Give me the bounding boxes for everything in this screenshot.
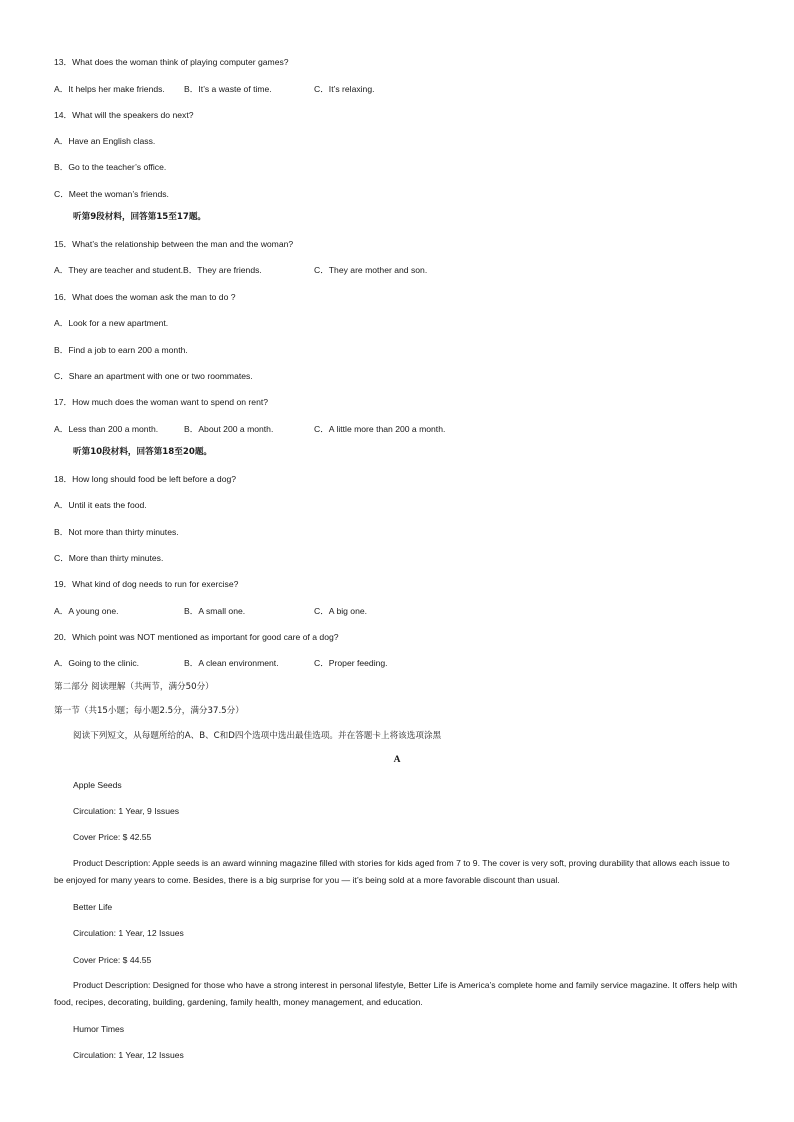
q18-option-a: A．Until it eats the food. [54,500,147,510]
q18-option-b: B．Not more than thirty minutes. [54,527,179,537]
q14-option-c: C．Meet the woman’s friends. [54,189,169,199]
question-18: 18．How long should food be left before a dog? [54,474,237,484]
magazine-price: Cover Price: $ 44.55 [73,955,152,965]
q13-option-c: C．It’s relaxing. [314,84,375,94]
section-one-heading: 第一节（共15小题；每小题2.5分，满分37.5分） [54,706,244,716]
q15-option-c: C．They are mother and son. [314,265,428,275]
q18-option-c: C．More than thirty minutes. [54,553,164,563]
q17-option-b: B．About 200 a month. [184,424,274,434]
q13-option-b: B．It’s a waste of time. [184,84,272,94]
q20-option-c: C．Proper feeding. [314,658,388,668]
magazine-description [54,977,740,1011]
magazine-description [54,855,740,889]
reading-instruction: 阅读下列短文，从每题所给的A、B、C和D四个选项中选出最佳选项。并在答题卡上将该选项涂黑 [73,731,442,741]
section-10-heading: 听第10段材料，回答第18至20题。 [73,447,213,457]
q19-option-c: C．A big one. [314,606,368,616]
q19-option-b: B．A small one. [184,606,246,616]
q19-option-a: A．A young one. [54,606,119,616]
section-9-heading: 听第9段材料，回答第15至17题。 [73,212,207,222]
question-17: 17．How much does the woman want to spend on rent? [54,397,269,407]
magazine-circulation: Circulation: 1 Year, 9 Issues [73,806,180,816]
q14-option-b: B．Go to the teacher’s office. [54,162,167,172]
question-20: 20．Which point was NOT mentioned as important for good care of a dog? [54,632,339,642]
magazine-circulation: Circulation: 1 Year, 12 Issues [73,1050,184,1060]
magazine-title: Humor Times [73,1024,125,1034]
part-two-heading: 第二部分 阅读理解（共两节，满分50分） [54,682,214,692]
question-15: 15．What’s the relationship between the man and the woman? [54,239,294,249]
q15-options-ab: A．They are teacher and student.B．They are friends. [54,265,262,275]
q17-option-a: A．Less than 200 a month. [54,424,159,434]
magazine-description-text: Product Description: Designed for those who have a strong interest in personal lifestyle, Better Life is America’s complete home and family service magazine. It offers help with food, recipes, decorating, building, gardening, family health, money management, and education. [54,980,738,1007]
q16-option-b: B．Find a job to earn 200 a month. [54,345,188,355]
q13-option-a: A．It helps her make friends. [54,84,165,94]
magazine-circulation: Circulation: 1 Year, 12 Issues [73,928,184,938]
magazine-title: Better Life [73,902,113,912]
magazine-price: Cover Price: $ 42.55 [73,832,152,842]
passage-label: A [393,755,401,765]
question-16: 16．What does the woman ask the man to do ? [54,292,236,302]
q14-option-a: A．Have an English class. [54,136,156,146]
question-13: 13．What does the woman think of playing computer games? [54,57,289,67]
magazine-title: Apple Seeds [73,780,122,790]
q16-option-a: A．Look for a new apartment. [54,318,169,328]
question-14: 14．What will the speakers do next? [54,110,194,120]
question-19: 19．What kind of dog needs to run for exercise? [54,579,239,589]
q17-option-c: C．A little more than 200 a month. [314,424,446,434]
q16-option-c: C．Share an apartment with one or two roommates. [54,371,253,381]
q20-option-a: A．Going to the clinic. [54,658,140,668]
q20-option-b: B．A clean environment. [184,658,279,668]
magazine-description-text: Product Description: Apple seeds is an award winning magazine filled with stories for kids aged from 7 to 9. The cover is very soft, proving durability that allows each issue to be enjoyed for many years to come. Besides, there is a big surprise for you — it’s being sold at a more favorable discount than usual. [54,858,730,885]
